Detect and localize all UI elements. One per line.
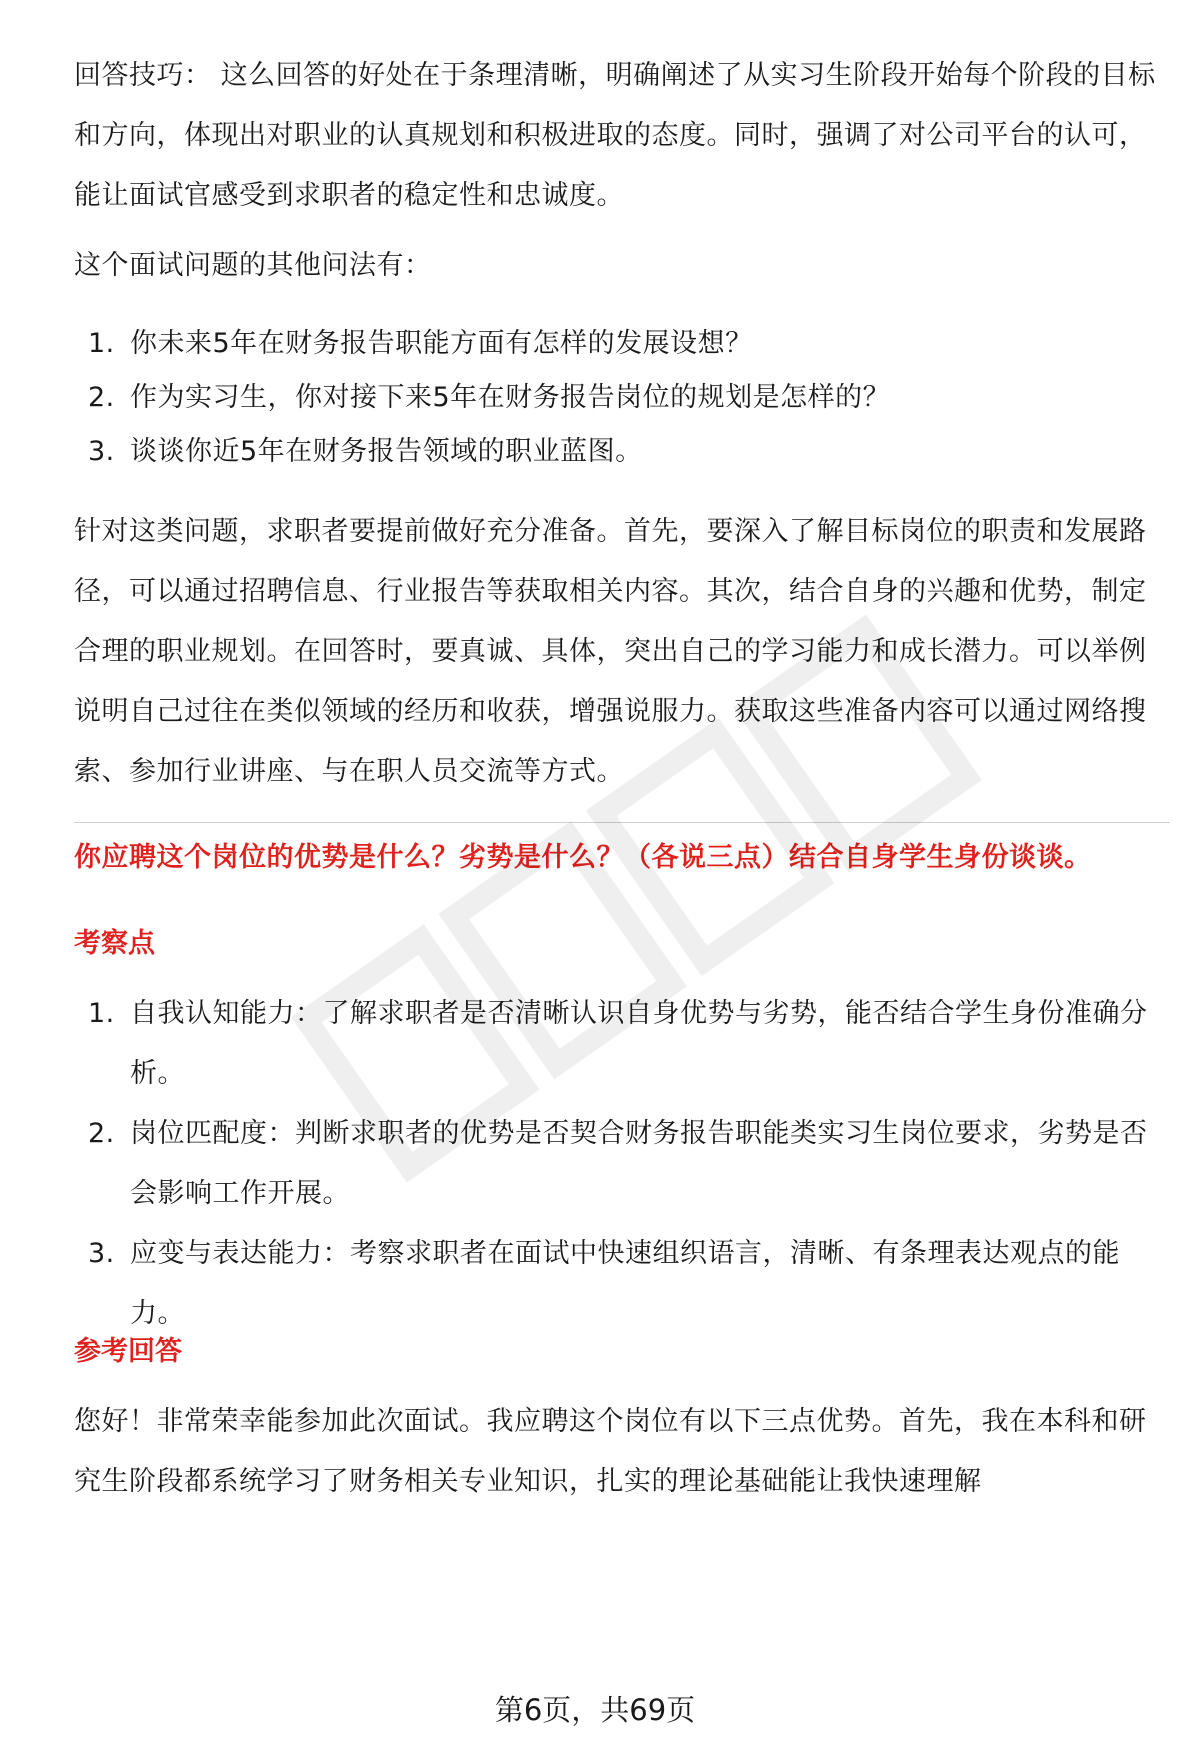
alt-questions-list: [74, 314, 1170, 482]
list-item: 1. 你未来5年在财务报告职能方面有怎样的发展设想？: [88, 328, 753, 359]
list-item: 3. 应变与表达能力：考察求职者在面试中快速组织语言，清晰、有条理表达观点的能力。: [88, 1238, 1120, 1329]
preparation-paragraph: 针对这类问题，求职者要提前做好充分准备。首先，要深入了解目标岗位的职责和发展路径，可以通过招聘信息、行业报告等获取相关内容。其次，结合自身的兴趣和优势，制定合理的职业规划。在回答时，要真诚、具体，突出自己的学习能力和成长潜力。可以举例说明自己过往在类似领域的经历和收获，增强说服力。获取这些准备内容可以通过网络搜索、参加行业讲座、与在职人员交流等方式。: [74, 516, 1147, 787]
page-number: 第6页，共69页: [494, 1693, 696, 1727]
focus-heading: 考察点: [74, 928, 155, 959]
reference-answer-heading: 参考回答: [74, 1336, 182, 1367]
reference-answer-paragraph: 您好！非常荣幸能参加此次面试。我应聘这个岗位有以下三点优势。首先，我在本科和研究生阶段都系统学习了财务相关专业知识，扎实的理论基础能让我快速理解: [74, 1406, 1147, 1497]
document-page: [74, 0, 1170, 1755]
section-divider: [74, 822, 1170, 823]
list-item: 2. 岗位匹配度：判断求职者的优势是否契合财务报告职能类实习生岗位要求，劣势是否会影响工作开展。: [88, 1118, 1148, 1209]
list-item: 1. 自我认知能力：了解求职者是否清晰认识自身优势与劣势，能否结合学生身份准确分析。: [88, 998, 1148, 1089]
alt-questions-intro: 这个面试问题的其他问法有：: [74, 250, 432, 281]
answer-tips-paragraph: 回答技巧： 这么回答的好处在于条理清晰，明确阐述了从实习生阶段开始每个阶段的目标和方向，体现出对职业的认真规划和积极进取的态度。同时，强调了对公司平台的认可，能让面试官感受到求职者的稳定性和忠诚度。: [74, 60, 1156, 211]
question-title: 你应聘这个岗位的优势是什么？劣势是什么？（各说三点）结合自身学生身份谈谈。: [74, 842, 1092, 873]
list-item: 2. 作为实习生，你对接下来5年在财务报告岗位的规划是怎样的？: [88, 382, 891, 413]
focus-points-list: [74, 984, 1170, 1344]
list-item: 3. 谈谈你近5年在财务报告领域的职业蓝图。: [88, 436, 643, 467]
